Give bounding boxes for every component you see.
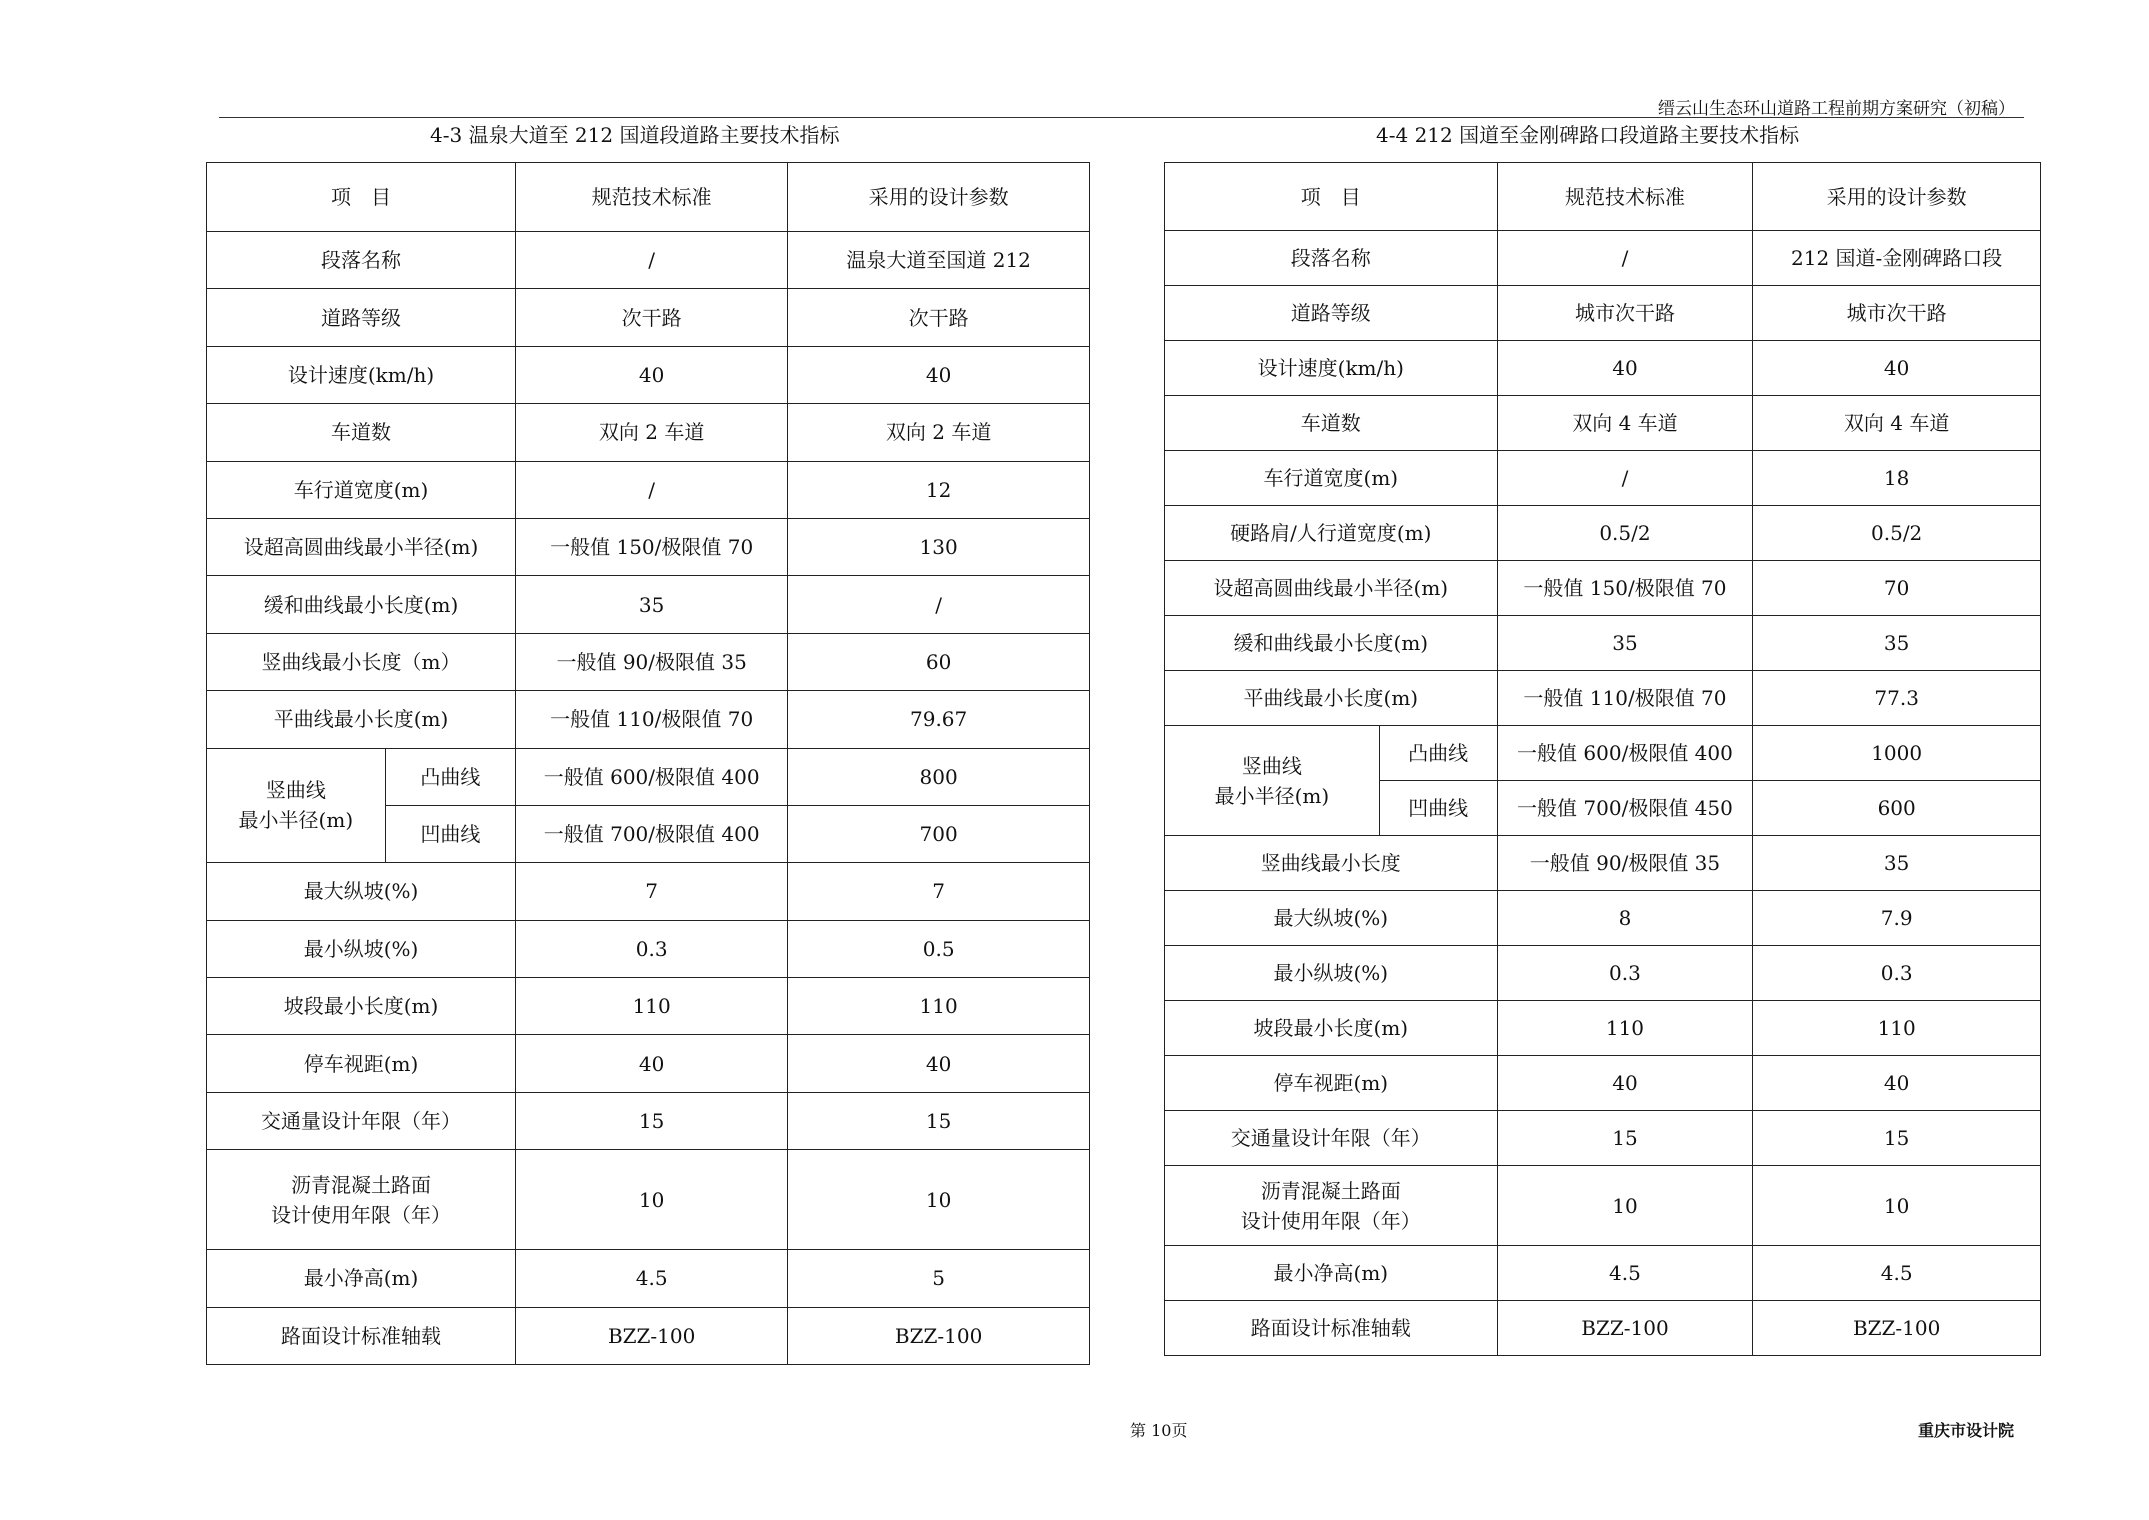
table-left-caption: 4-3 温泉大道至 212 国道段道路主要技术指标 xyxy=(430,123,840,147)
row-item-label: 交通量设计年限（年） xyxy=(207,1092,516,1149)
convex-standard-value: 一般值 600/极限值 400 xyxy=(516,748,788,805)
table-row xyxy=(207,691,1090,748)
concave-standard-value: 一般值 700/极限值 450 xyxy=(1497,781,1753,836)
row-standard-value: 7 xyxy=(516,863,788,920)
row-adopted-value: 0.5/2 xyxy=(1753,506,2041,561)
table-row xyxy=(207,1092,1090,1149)
row-standard-value: 15 xyxy=(516,1092,788,1149)
row-standard-value: 35 xyxy=(1497,616,1753,671)
row-item-label: 竖曲线最小长度（m） xyxy=(207,633,516,690)
table-row xyxy=(1165,726,2041,781)
row-item-label: 车道数 xyxy=(1165,396,1498,451)
row-adopted-value: 110 xyxy=(1753,1001,2041,1056)
footer-page-number: 第 10页 xyxy=(1130,1421,1188,1440)
row-standard-value: 0.3 xyxy=(516,920,788,977)
table-row xyxy=(207,1250,1090,1307)
row-standard-value: 双向 2 车道 xyxy=(516,404,788,461)
row-adopted-value: 110 xyxy=(788,978,1090,1035)
row-item-label: 坡段最小长度(m) xyxy=(207,978,516,1035)
row-adopted-value: 60 xyxy=(788,633,1090,690)
row-adopted-value: 15 xyxy=(1753,1111,2041,1166)
row-adopted-value: 40 xyxy=(788,346,1090,403)
row-adopted-value: 212 国道-金刚碑路口段 xyxy=(1753,231,2041,286)
row-standard-value: 8 xyxy=(1497,891,1753,946)
row-adopted-value: 4.5 xyxy=(1753,1246,2041,1301)
row-adopted-value: 城市次干路 xyxy=(1753,286,2041,341)
row-adopted-value: 130 xyxy=(788,518,1090,575)
vertical-curve-label-line2: 最小半径(m) xyxy=(1214,783,1330,808)
row-standard-value: 40 xyxy=(1497,1056,1753,1111)
row-item-label: 设计速度(km/h) xyxy=(207,346,516,403)
table-row xyxy=(1165,946,2041,1001)
row-adopted-value: 18 xyxy=(1753,451,2041,506)
row-adopted-value: 77.3 xyxy=(1753,671,2041,726)
row-item-label: 交通量设计年限（年） xyxy=(1165,1111,1498,1166)
row-standard-value: 4.5 xyxy=(1497,1246,1753,1301)
row-adopted-value: 次干路 xyxy=(788,289,1090,346)
row-standard-value: 一般值 110/极限值 70 xyxy=(1497,671,1753,726)
column-header-standard: 规范技术标准 xyxy=(1497,163,1753,231)
table-row xyxy=(1165,286,2041,341)
row-standard-value: 110 xyxy=(1497,1001,1753,1056)
row-standard-value: BZZ-100 xyxy=(516,1307,788,1364)
row-item-label: 缓和曲线最小长度(m) xyxy=(1165,616,1498,671)
asphalt-design-life-label xyxy=(207,1150,516,1250)
row-item-label: 最小纵坡(%) xyxy=(207,920,516,977)
table-row xyxy=(1165,671,2041,726)
row-adopted-value: 35 xyxy=(1753,616,2041,671)
asphalt-label-line2: 设计使用年限（年） xyxy=(271,1202,452,1227)
table-right-caption: 4-4 212 国道至金刚碑路口段道路主要技术指标 xyxy=(1376,123,1800,147)
table-row xyxy=(1165,231,2041,286)
row-item-label: 车行道宽度(m) xyxy=(207,461,516,518)
row-adopted-value: BZZ-100 xyxy=(1753,1301,2041,1356)
table-row xyxy=(1165,1301,2041,1356)
table-row xyxy=(1165,1246,2041,1301)
row-adopted-value: 12 xyxy=(788,461,1090,518)
row-item-label: 停车视距(m) xyxy=(1165,1056,1498,1111)
row-item-label: 设超高圆曲线最小半径(m) xyxy=(207,518,516,575)
table-row xyxy=(207,863,1090,920)
row-standard-value: / xyxy=(516,461,788,518)
row-standard-value: 35 xyxy=(516,576,788,633)
table-row xyxy=(207,1150,1090,1250)
concave-adopted-value: 600 xyxy=(1753,781,2041,836)
row-standard-value: / xyxy=(1497,451,1753,506)
row-adopted-value: 40 xyxy=(1753,1056,2041,1111)
row-standard-value: BZZ-100 xyxy=(1497,1301,1753,1356)
table-row xyxy=(1165,396,2041,451)
table-right xyxy=(1164,162,2041,1356)
row-adopted-value: 7 xyxy=(788,863,1090,920)
row-item-label: 最小纵坡(%) xyxy=(1165,946,1498,1001)
row-item-label: 车道数 xyxy=(207,404,516,461)
table-row xyxy=(1165,1056,2041,1111)
table-row xyxy=(1165,561,2041,616)
row-adopted-value: 双向 2 车道 xyxy=(788,404,1090,461)
asphalt-adopted-value: 10 xyxy=(788,1150,1090,1250)
vertical-curve-label-line1: 竖曲线 xyxy=(1241,753,1302,778)
row-standard-value: 一般值 110/极限值 70 xyxy=(516,691,788,748)
header-title: 缙云山生态环山道路工程前期方案研究（初稿） xyxy=(1658,99,2015,119)
table-row xyxy=(207,1307,1090,1364)
row-item-label: 最大纵坡(%) xyxy=(207,863,516,920)
row-item-label: 车行道宽度(m) xyxy=(1165,451,1498,506)
row-adopted-value: / xyxy=(788,576,1090,633)
table-row xyxy=(207,978,1090,1035)
row-adopted-value: 15 xyxy=(788,1092,1090,1149)
row-item-label: 道路等级 xyxy=(207,289,516,346)
table-row xyxy=(207,576,1090,633)
row-item-label: 坡段最小长度(m) xyxy=(1165,1001,1498,1056)
row-standard-value: 一般值 150/极限值 70 xyxy=(1497,561,1753,616)
row-item-label: 段落名称 xyxy=(207,232,516,289)
row-item-label: 最大纵坡(%) xyxy=(1165,891,1498,946)
table-row xyxy=(207,461,1090,518)
asphalt-label-line2: 设计使用年限（年） xyxy=(1240,1208,1421,1233)
table-row xyxy=(207,748,1090,805)
row-standard-value: 0.5/2 xyxy=(1497,506,1753,561)
table-row xyxy=(1165,616,2041,671)
row-item-label: 平曲线最小长度(m) xyxy=(207,691,516,748)
table-row xyxy=(1165,1001,2041,1056)
table-row xyxy=(1165,1166,2041,1246)
column-header-adopted: 采用的设计参数 xyxy=(788,163,1090,232)
row-item-label: 停车视距(m) xyxy=(207,1035,516,1092)
row-adopted-value: 7.9 xyxy=(1753,891,2041,946)
convex-curve-label: 凸曲线 xyxy=(385,748,515,805)
row-item-label: 路面设计标准轴载 xyxy=(1165,1301,1498,1356)
concave-adopted-value: 700 xyxy=(788,805,1090,862)
table-row xyxy=(207,232,1090,289)
convex-standard-value: 一般值 600/极限值 400 xyxy=(1497,726,1753,781)
vertical-curve-label xyxy=(1165,726,1380,836)
table-row xyxy=(207,404,1090,461)
row-item-label: 路面设计标准轴载 xyxy=(207,1307,516,1364)
row-standard-value: 一般值 90/极限值 35 xyxy=(1497,836,1753,891)
row-adopted-value: 双向 4 车道 xyxy=(1753,396,2041,451)
footer-organization: 重庆市设计院 xyxy=(1917,1421,2014,1440)
table-row xyxy=(207,163,1090,232)
row-standard-value: 4.5 xyxy=(516,1250,788,1307)
row-standard-value: 双向 4 车道 xyxy=(1497,396,1753,451)
concave-curve-label: 凹曲线 xyxy=(1379,781,1497,836)
row-item-label: 竖曲线最小长度 xyxy=(1165,836,1498,891)
column-header-standard: 规范技术标准 xyxy=(516,163,788,232)
table-row xyxy=(207,633,1090,690)
vertical-curve-label xyxy=(207,748,386,863)
row-adopted-value: 40 xyxy=(788,1035,1090,1092)
vertical-curve-label-line2: 最小半径(m) xyxy=(238,808,354,833)
row-item-label: 平曲线最小长度(m) xyxy=(1165,671,1498,726)
asphalt-standard-value: 10 xyxy=(516,1150,788,1250)
header-rule xyxy=(219,117,2024,118)
row-adopted-value: 79.67 xyxy=(788,691,1090,748)
table-row xyxy=(207,920,1090,977)
row-item-label: 段落名称 xyxy=(1165,231,1498,286)
row-item-label: 最小净高(m) xyxy=(207,1250,516,1307)
row-standard-value: / xyxy=(1497,231,1753,286)
table-left xyxy=(206,162,1090,1365)
asphalt-standard-value: 10 xyxy=(1497,1166,1753,1246)
row-standard-value: 15 xyxy=(1497,1111,1753,1166)
row-item-label: 设计速度(km/h) xyxy=(1165,341,1498,396)
row-adopted-value: 35 xyxy=(1753,836,2041,891)
row-adopted-value: 0.5 xyxy=(788,920,1090,977)
convex-adopted-value: 1000 xyxy=(1753,726,2041,781)
row-standard-value: 40 xyxy=(1497,341,1753,396)
table-row xyxy=(207,518,1090,575)
row-standard-value: 40 xyxy=(516,1035,788,1092)
table-row xyxy=(207,1035,1090,1092)
concave-curve-label: 凹曲线 xyxy=(385,805,515,862)
row-item-label: 设超高圆曲线最小半径(m) xyxy=(1165,561,1498,616)
asphalt-adopted-value: 10 xyxy=(1753,1166,2041,1246)
table-row xyxy=(1165,451,2041,506)
vertical-curve-label-line1: 竖曲线 xyxy=(265,778,326,803)
row-adopted-value: 40 xyxy=(1753,341,2041,396)
convex-adopted-value: 800 xyxy=(788,748,1090,805)
column-header-adopted: 采用的设计参数 xyxy=(1753,163,2041,231)
row-standard-value: 城市次干路 xyxy=(1497,286,1753,341)
row-standard-value: / xyxy=(516,232,788,289)
column-header-item: 项 目 xyxy=(1165,163,1498,231)
asphalt-design-life-label xyxy=(1165,1166,1498,1246)
asphalt-label-line1: 沥青混凝土路面 xyxy=(1260,1178,1401,1203)
row-adopted-value: 5 xyxy=(788,1250,1090,1307)
table-row xyxy=(1165,506,2041,561)
column-header-item: 项 目 xyxy=(207,163,516,232)
table-row xyxy=(1165,891,2041,946)
row-adopted-value: BZZ-100 xyxy=(788,1307,1090,1364)
row-standard-value: 110 xyxy=(516,978,788,1035)
row-standard-value: 40 xyxy=(516,346,788,403)
row-standard-value: 次干路 xyxy=(516,289,788,346)
row-standard-value: 0.3 xyxy=(1497,946,1753,1001)
table-row xyxy=(1165,1111,2041,1166)
row-adopted-value: 0.3 xyxy=(1753,946,2041,1001)
table-row xyxy=(1165,163,2041,231)
row-standard-value: 一般值 90/极限值 35 xyxy=(516,633,788,690)
row-adopted-value: 70 xyxy=(1753,561,2041,616)
table-row xyxy=(207,289,1090,346)
row-item-label: 最小净高(m) xyxy=(1165,1246,1498,1301)
row-item-label: 道路等级 xyxy=(1165,286,1498,341)
asphalt-label-line1: 沥青混凝土路面 xyxy=(291,1172,432,1197)
table-row xyxy=(1165,836,2041,891)
concave-standard-value: 一般值 700/极限值 400 xyxy=(516,805,788,862)
row-adopted-value: 温泉大道至国道 212 xyxy=(788,232,1090,289)
convex-curve-label: 凸曲线 xyxy=(1379,726,1497,781)
row-standard-value: 一般值 150/极限值 70 xyxy=(516,518,788,575)
table-row xyxy=(207,346,1090,403)
table-row xyxy=(1165,341,2041,396)
row-item-label: 硬路肩/人行道宽度(m) xyxy=(1165,506,1498,561)
row-item-label: 缓和曲线最小长度(m) xyxy=(207,576,516,633)
